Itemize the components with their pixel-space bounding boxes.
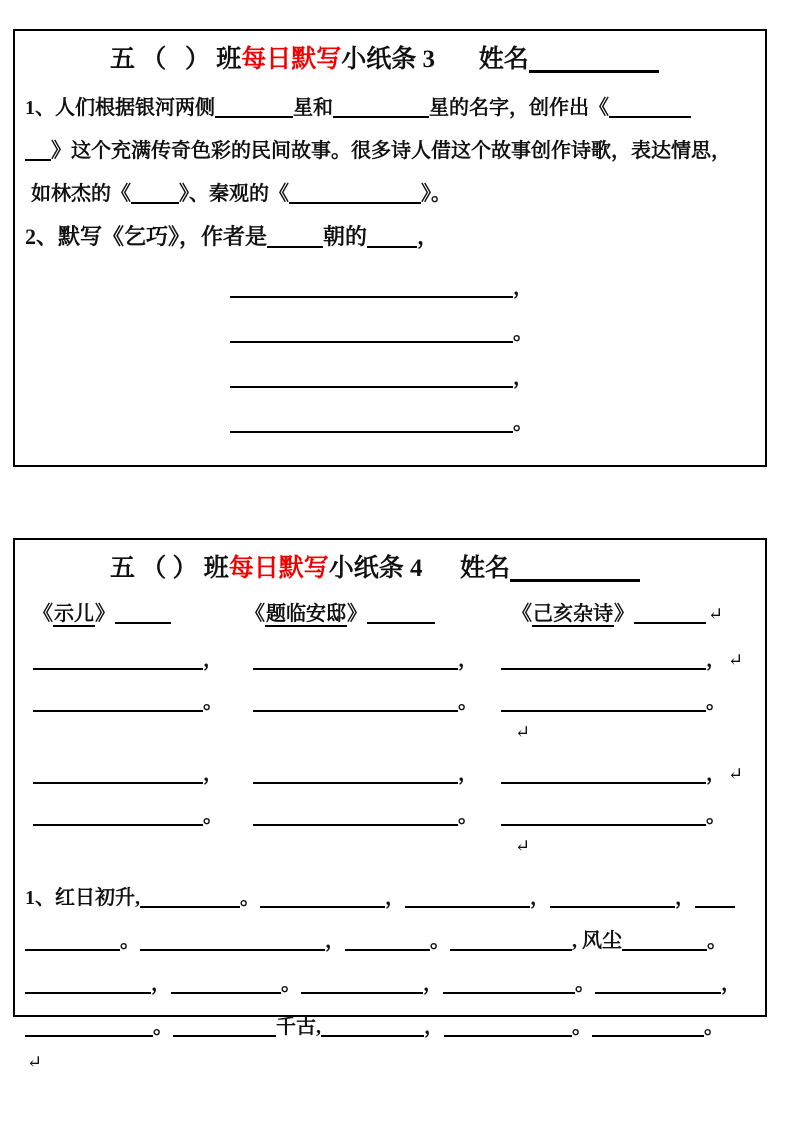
answer-blank[interactable]	[260, 888, 385, 908]
dictation-grid-row	[33, 687, 755, 747]
answer-blank[interactable]	[140, 888, 240, 908]
punct: ,	[572, 930, 582, 952]
answer-blank[interactable]	[443, 974, 575, 994]
punct: 。	[120, 930, 140, 952]
answer-blank[interactable]	[25, 1017, 153, 1037]
answer-blank[interactable]	[501, 650, 706, 670]
answer-blank[interactable]	[230, 323, 513, 343]
q1-text: 》、秦观的《	[179, 183, 289, 205]
q1-text: 星的名字，创作出《	[429, 97, 609, 119]
q2-text: ，	[417, 224, 440, 249]
punct: 。	[704, 1016, 724, 1038]
answer-blank[interactable]	[634, 604, 706, 624]
punct: 。	[575, 973, 595, 995]
slip4-title-prefix: 五 （ ） 班	[110, 555, 229, 582]
punct: 。	[281, 973, 301, 995]
answer-blank[interactable]	[173, 1017, 276, 1037]
q1-text: 》。	[421, 183, 451, 205]
slip3-answer-line	[230, 363, 755, 393]
answer-blank[interactable]	[321, 1017, 424, 1037]
slip3-title	[110, 44, 755, 76]
bracket: 》	[347, 603, 367, 625]
answer-blank[interactable]	[622, 931, 707, 951]
answer-blank[interactable]	[501, 764, 706, 784]
answer-blank[interactable]	[695, 888, 735, 908]
slip3-q2-line	[25, 222, 755, 252]
punct: 。	[458, 691, 478, 713]
dictation-slip-4	[13, 538, 767, 1072]
dictation-grid-row	[33, 759, 755, 789]
answer-blank[interactable]	[550, 888, 675, 908]
return-mark: ↵	[515, 722, 531, 742]
return-mark: ↵	[27, 1052, 43, 1072]
answer-blank[interactable]	[171, 974, 281, 994]
punct: 。	[203, 691, 223, 713]
punct: ，	[706, 649, 726, 671]
answer-blank[interactable]	[25, 141, 51, 161]
punct: ，	[423, 973, 443, 995]
dictation-slip-3	[13, 29, 767, 467]
answer-blank[interactable]	[215, 98, 293, 118]
bracket: 》	[614, 603, 634, 625]
slip4-q1-line4	[25, 1012, 755, 1042]
slip3-answer-line	[230, 273, 755, 303]
punct: ，	[530, 887, 550, 909]
punct: ，	[458, 763, 478, 785]
answer-blank[interactable]	[253, 692, 458, 712]
answer-blank[interactable]	[25, 931, 120, 951]
slip3-title-highlight: 每日默写	[241, 46, 342, 73]
slip3-answer-line	[230, 318, 755, 348]
return-mark: ↵	[728, 764, 744, 784]
return-mark: ↵	[515, 836, 531, 856]
answer-blank[interactable]	[140, 931, 325, 951]
q1-text: 》这个充满传奇色彩的民间故事。很多诗人借这个故事创作诗歌，表达情思，	[51, 140, 731, 162]
name-label: 姓名	[460, 555, 511, 582]
answer-blank[interactable]	[450, 931, 572, 951]
punct: 。	[572, 1016, 592, 1038]
punct: ，	[424, 1016, 444, 1038]
answer-blank[interactable]	[33, 692, 203, 712]
punct: ，	[721, 973, 741, 995]
punct: ，	[385, 887, 405, 909]
punct: 。	[458, 805, 478, 827]
slip3-title-suffix: 小纸条 3	[341, 46, 436, 73]
punct: ，	[203, 763, 223, 785]
punct: 。	[240, 887, 260, 909]
answer-blank[interactable]	[230, 278, 513, 298]
answer-blank[interactable]	[230, 413, 513, 433]
bracket: 《	[33, 603, 53, 625]
punct: 。	[203, 805, 223, 827]
q2-text: 2、默写《乞巧》，作者是	[25, 224, 268, 249]
q1-given-text: 千古,	[276, 1016, 321, 1038]
answer-blank[interactable]	[230, 368, 513, 388]
poem-title: 示儿	[54, 603, 94, 625]
name-blank[interactable]	[529, 48, 659, 73]
q1-lead-text: 1、红日初升,	[25, 887, 140, 909]
q1-text: 星和	[293, 97, 333, 119]
answer-blank[interactable]	[609, 98, 691, 118]
name-blank[interactable]	[510, 557, 640, 582]
slip3-q1-line3	[31, 179, 755, 209]
slip3-title-prefix: 五 （ ） 班	[110, 46, 242, 73]
answer-blank[interactable]	[345, 931, 430, 951]
dictation-grid-row	[33, 645, 755, 675]
answer-blank[interactable]	[33, 764, 203, 784]
punct: 。	[430, 930, 450, 952]
bracket: 》	[95, 603, 115, 625]
answer-blank[interactable]	[333, 98, 429, 118]
answer-blank[interactable]	[367, 226, 417, 248]
punct: ，	[675, 887, 695, 909]
punct: ，	[203, 649, 223, 671]
return-mark: ↵	[728, 650, 744, 670]
answer-blank[interactable]	[33, 650, 203, 670]
dictation-grid-row	[33, 801, 755, 861]
answer-blank[interactable]	[501, 806, 706, 826]
answer-blank[interactable]	[405, 888, 530, 908]
poem-header-tilinandi	[245, 599, 512, 629]
slip3-q1-line2	[25, 136, 755, 166]
answer-blank[interactable]	[501, 692, 706, 712]
answer-blank[interactable]	[267, 226, 323, 248]
punct: 。	[706, 805, 726, 827]
poem-header-row	[33, 599, 755, 629]
return-mark: ↵	[708, 604, 724, 624]
poem-title: 题临安邸	[266, 603, 346, 625]
answer-blank[interactable]	[301, 974, 423, 994]
slip4-q1-line1	[25, 883, 755, 913]
poem-title: 己亥杂诗	[533, 603, 613, 625]
answer-blank[interactable]	[253, 806, 458, 826]
punct: 。	[707, 930, 727, 952]
end-return-mark-line	[27, 1048, 755, 1076]
slip4-q1-line3	[25, 969, 755, 999]
poem-header-jihaizashi	[512, 599, 755, 629]
answer-blank[interactable]	[253, 764, 458, 784]
bracket: 《	[512, 603, 532, 625]
punct: ，	[151, 973, 171, 995]
answer-blank[interactable]	[367, 604, 435, 624]
answer-blank[interactable]	[33, 806, 203, 826]
punct: 。	[513, 322, 533, 344]
slip4-q1-line2	[25, 926, 755, 956]
answer-blank[interactable]	[444, 1017, 572, 1037]
slip4-title	[110, 553, 755, 585]
answer-blank[interactable]	[25, 974, 151, 994]
slip4-title-suffix: 小纸条 4	[328, 555, 423, 582]
q1-text: 如林杰的《	[31, 183, 131, 205]
slip3-answer-line	[230, 408, 755, 438]
poem-header-shier	[33, 599, 245, 629]
punct: 。	[513, 412, 533, 434]
punct: ，	[513, 367, 533, 389]
answer-blank[interactable]	[289, 184, 421, 204]
q1-given-text: 风尘	[582, 930, 622, 952]
answer-blank[interactable]	[115, 604, 171, 624]
name-label: 姓名	[478, 46, 529, 73]
slip4-title-highlight: 每日默写	[228, 555, 329, 582]
punct: ，	[325, 930, 345, 952]
punct: ，	[458, 649, 478, 671]
answer-blank[interactable]	[592, 1017, 704, 1037]
q1-text: 1、人们根据银河两侧	[25, 97, 215, 119]
answer-blank[interactable]	[253, 650, 458, 670]
q2-text: 朝的	[323, 224, 368, 249]
bracket: 《	[245, 603, 265, 625]
punct: ，	[513, 277, 533, 299]
punct: 。	[706, 691, 726, 713]
answer-blank[interactable]	[595, 974, 721, 994]
slip3-q1-line1	[25, 93, 755, 123]
answer-blank[interactable]	[131, 184, 179, 204]
punct: 。	[153, 1016, 173, 1038]
punct: ，	[706, 763, 726, 785]
